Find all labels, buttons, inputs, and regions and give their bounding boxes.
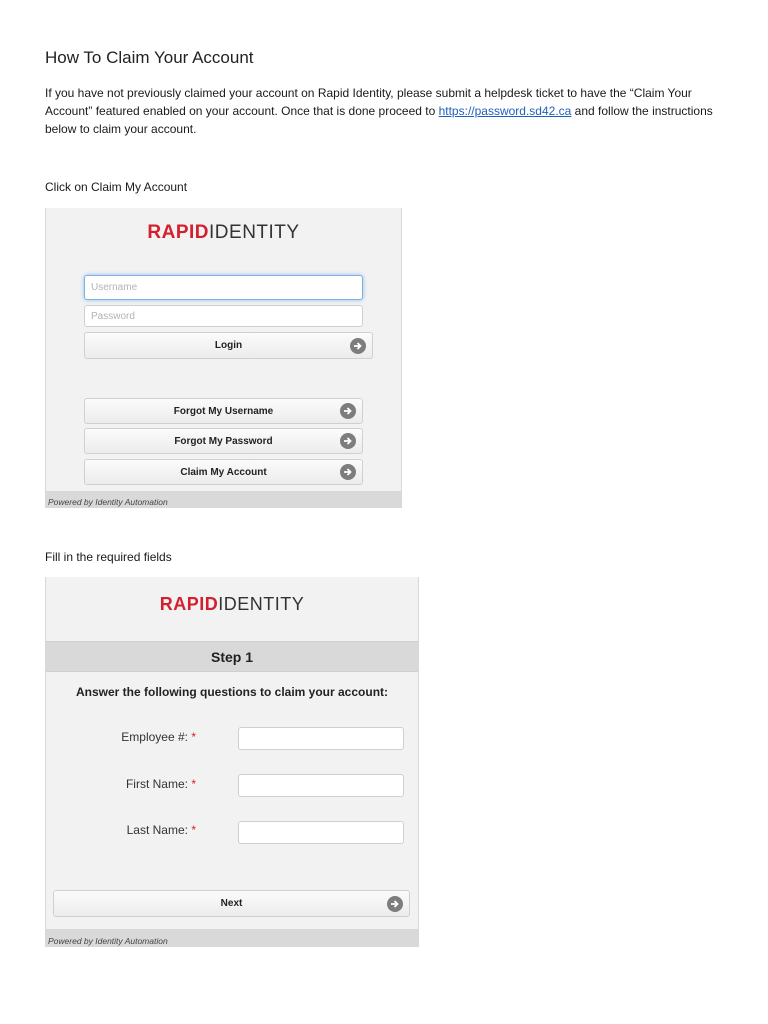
step-header: Step 1	[46, 641, 418, 672]
caption-fill-required-fields: Fill in the required fields	[45, 550, 172, 564]
logo-part-identity: IDENTITY	[209, 222, 300, 243]
intro-text-2: and follow the instructions below to claim your account.	[45, 104, 713, 136]
login-button[interactable]	[84, 332, 373, 359]
rapid-identity-logo	[46, 222, 401, 244]
arrow-right-circle-icon	[387, 896, 403, 912]
required-mark: *	[191, 730, 196, 744]
intro-paragraph	[45, 84, 735, 138]
forgot-password-button[interactable]	[84, 428, 363, 454]
employee-number-label	[46, 730, 196, 744]
password-input[interactable]	[84, 305, 363, 327]
login-screenshot	[45, 208, 402, 508]
arrow-right-circle-icon	[350, 338, 366, 354]
forgot-username-label: Forgot My Username	[173, 405, 274, 417]
arrow-right-circle-icon	[340, 433, 356, 449]
first-name-label	[46, 777, 196, 791]
first-name-input[interactable]	[238, 774, 404, 797]
arrow-right-circle-icon	[340, 464, 356, 480]
caption-claim-my-account: Click on Claim My Account	[45, 180, 188, 194]
intro-text-1: If you have not previously claimed your account on Rapid Identity, please submit a helpdesk ticket to have the “Claim Your Account” featured enabled on your account. Once that is done proceed to	[45, 86, 692, 118]
username-input[interactable]	[84, 275, 363, 300]
logo-part-rapid: RAPID	[147, 222, 210, 243]
next-button-label: Next	[220, 898, 243, 909]
arrow-right-circle-icon	[340, 403, 356, 419]
logo-part-identity: IDENTITY	[218, 594, 305, 614]
employee-number-input[interactable]	[238, 727, 404, 750]
logo-part-rapid: RAPID	[159, 594, 219, 614]
required-mark: *	[191, 777, 196, 791]
claim-account-screenshot	[45, 577, 419, 947]
login-button-label: Login	[214, 340, 243, 351]
required-mark: *	[191, 823, 196, 837]
last-name-input[interactable]	[238, 821, 404, 844]
last-name-label	[46, 823, 196, 837]
forgot-password-label: Forgot My Password	[174, 435, 273, 447]
powered-by-footer: Powered by Identity Automation	[46, 491, 401, 508]
claim-my-account-label: Claim My Account	[180, 466, 267, 478]
claim-instruction: Answer the following questions to claim your account:	[75, 685, 389, 699]
last-name-label-text: Last Name:	[126, 823, 188, 837]
powered-by-footer: Powered by Identity Automation	[46, 929, 418, 947]
employee-number-label-text: Employee #:	[121, 730, 188, 744]
forgot-username-button[interactable]	[84, 398, 363, 424]
first-name-label-text: First Name:	[125, 777, 188, 791]
next-button[interactable]	[53, 890, 410, 917]
rapid-identity-logo	[46, 594, 418, 615]
document-title: How To Claim Your Account	[45, 48, 254, 67]
password-site-link[interactable]: https://password.sd42.ca	[438, 104, 572, 118]
claim-my-account-button[interactable]	[84, 459, 363, 485]
